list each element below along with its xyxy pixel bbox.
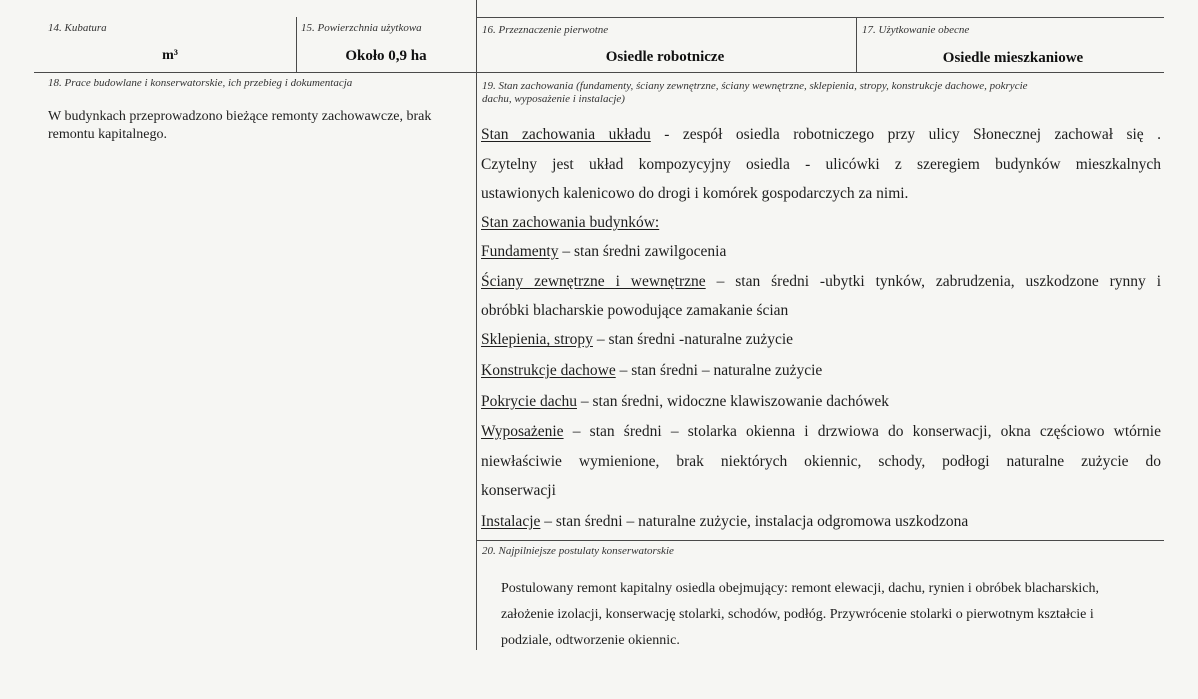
field15-caption: 15. Powierzchnia użytkowa [301,22,422,34]
sciany-line1: Ściany zewnętrzne i wewnętrzne – stan średni -ubytki tynków, zabrudzenia, uszkodzone rynny i [481,273,1161,290]
layout-line3: ustawionych kalenicowo do drogi i komórek gospodarczych za nimi. [481,185,909,202]
top-rule [476,17,1164,18]
field18-text-line1: W budynkach przeprowadzono bieżące remonty zachowawcze, brak [48,109,432,124]
layout-heading: Stan zachowania układu [481,126,651,143]
layout-line2: Czytelny jest układ kompozycyjny osiedla - ulicówki z szeregiem budynków mieszkalnych [481,156,1161,173]
field16-value: Osiedle robotnicze [605,49,725,65]
field19-caption-line2: dachu, wyposażenie i instalacje) [482,93,625,105]
konstrukcje-line: Konstrukcje dachowe – stan średni – naturalne zużycie [481,362,823,379]
konstrukcje-label: Konstrukcje dachowe [481,362,616,379]
fundamenty-label: Fundamenty [481,243,559,260]
field18-text-line2: remontu kapitalnego. [48,127,167,142]
buildings-heading: Stan zachowania budynków: [481,214,660,231]
instalacje-line: Instalacje – stan średni – naturalne zużycie, instalacja odgromowa uszkodzona [481,513,969,530]
field19-caption-line1: 19. Stan zachowania (fundamenty, ściany zewnętrzne, ściany wewnętrzne, sklepienia, stropy, konstrukcje dachowe, pokrycie [482,80,1028,92]
pokrycie-label: Pokrycie dachu [481,393,577,410]
field20-text-line2: założenie izolacji, konserwację stolarki, schodów, podłóg. Przywrócenie stolarki o pierwotnym kształcie i [501,607,1094,622]
field16-caption: 16. Przeznaczenie pierwotne [482,24,609,36]
sklepienia-label: Sklepienia, stropy [481,331,593,348]
sklepienia-line: Sklepienia, stropy – stan średni -naturalne zużycie [481,331,794,348]
field20-caption: 20. Najpilniejsze postulaty konserwatorskie [482,545,674,557]
field17-caption: 17. Użytkowanie obecne [862,24,970,36]
field14-caption: 14. Kubatura [48,22,107,34]
row-divider-field20 [476,540,1164,541]
field17-value: Osiedle mieszkaniowe [942,50,1084,66]
field14-value: m³ [162,48,178,63]
field18-caption: 18. Prace budowlane i konserwatorskie, ich przebieg i dokumentacja [48,77,353,89]
wyposazenie-line1: Wyposażenie – stan średni – stolarka okienna i drzwiowa do konserwacji, okna częściowo wtórnie [481,423,1161,440]
sciany-label: Ściany zewnętrzne i wewnętrzne [481,273,706,290]
column-divider-14-15 [296,17,297,73]
wyposazenie-line2: niewłaściwie wymienione, brak niektórych okiennic, schody, podłogi naturalne zużycie do [481,453,1161,470]
column-divider-16-17 [856,17,857,73]
field15-value: Około 0,9 ha [345,48,427,64]
wyposazenie-line3: konserwacji [481,482,556,499]
wyposazenie-label: Wyposażenie [481,423,564,440]
layout-line1: Stan zachowania układu - zespół osiedla robotniczego przy ulicy Słonecznej zachował się . [481,126,1161,143]
fundamenty-line: Fundamenty – stan średni zawilgocenia [481,243,727,260]
field20-text-line3: podziale, odtworzenie okiennic. [501,633,680,648]
column-divider-main [476,0,477,650]
instalacje-label: Instalacje [481,513,541,530]
field20-text-line1: Postulowany remont kapitalny osiedla obejmujący: remont elewacji, dachu, rynien i obróbek blacharskich, [501,581,1099,596]
sciany-line2: obróbki blacharskie powodujące zamakanie ścian [481,302,789,319]
row-divider-upper [34,72,1164,73]
pokrycie-line: Pokrycie dachu – stan średni, widoczne klawiszowanie dachówek [481,393,890,410]
